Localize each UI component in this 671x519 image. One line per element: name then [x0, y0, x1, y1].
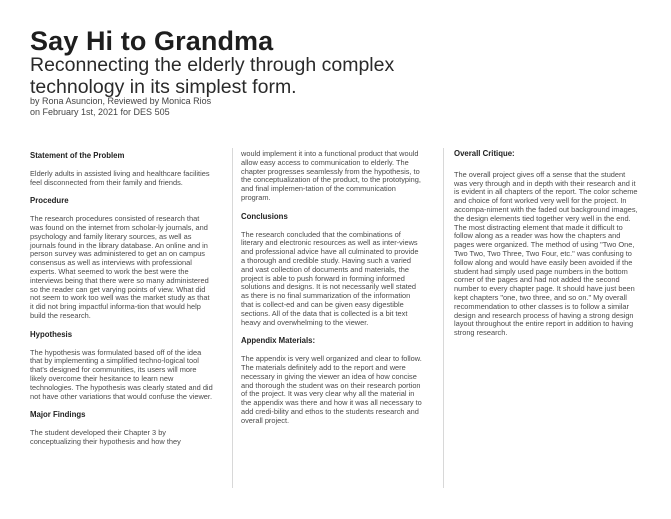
critique-heading: Overall Critique: — [454, 149, 515, 158]
critique-text: The overall project gives off a sense that the student was very through and in depth with their research and it is evident in all chapters of the report. The color scheme and choice of font worked very well for the project. In accompa-niment with the faded out background images, the design elements tied together very well in the end. The most distracting element that made it difficult to follow along as a reader was how the chapters and pages were organized. The method of using "Two One, Two Two, Two Three, Two Four, etc." was confusing to follow along and would have easily been avoided if the student had simply used page numbers in the bottom corner of the pages and had not added the second number to every chapter page. It should have just been kept chapters "one, two three, and so on." My overall recommendation to other classes is to follow a similar design and research process of having a strong design layout throughout the entire report in addition to having strong research. — [454, 169, 638, 338]
hypothesis-text: The hypothesis was formulated based off of the idea that by implementing a simplified techno-logical tool that's designed for communities, its users will more likely overcome their hesitance to learn new technologies. The hypothesis was clearly stated and did not have other variations that would confuse the viewer. — [30, 347, 213, 401]
findings-continued-text: would implement it into a functional product that would allow easy access to communication to elderly. The chapter progresses seamlessly from the hypothesis, to the conceptualization of the product, to the prototyping, and final implemen-tation of the communication program. — [241, 149, 421, 202]
hypothesis-heading: Hypothesis — [30, 329, 73, 339]
column-divider-2 — [443, 148, 444, 488]
page-subtitle — [30, 54, 410, 98]
conclusions-text: The research concluded that the combinations of literary and electronic resources as well as inter-views and professional advice have all culminated to provide a thorough and credible study. Having such a varied and vast collection of documents and materials, the project is able to push forward in forming informed solutions and designs. It is not necessarily well stated as there is no final summarization of the information that is collect-ed and can be given easy digestible sections. All of the data that is collected is a bit text heavy and overwhelming to the viewer. — [241, 229, 419, 327]
column-divider-1 — [232, 148, 233, 488]
appendix-text: The appendix is very well organized and clear to follow. The materials definitely add to the report and were necessary in giving the viewer an idea of how concise and thorough the student was on their research portion of the project. It was very clear why all the material in the appendix was there and how it was all necessary to add credi-bility and ethos to the students research and overall project. — [241, 354, 422, 425]
subtitle-line-1: Reconnecting the elderly through complex — [30, 54, 395, 76]
column-2 — [241, 150, 424, 436]
byline-date: on February 1st, 2021 for DES 505 — [30, 107, 170, 117]
procedure-text: The research procedures consisted of research that was found on the internet from scholar-ly journals, and psychology and family literary sources, as well as journals found in the library database. An online and in person survey was administered to get an on campus consensus as well as interviews with professional experts. What seemed to work the best were the interviews being that there were so many administered so the reader can get varying points of view. What did not seem to work too well was the market study as that it did not bring impactful informa-tion that would help build the research. — [30, 214, 210, 320]
byline-author: by Rona Asuncion, Reviewed by Monica Rios — [30, 96, 212, 106]
page-title: Say Hi to Grandma — [30, 26, 274, 56]
column-1 — [30, 152, 214, 457]
appendix-heading: Appendix Materials: — [241, 336, 316, 346]
column-3 — [454, 150, 640, 348]
subtitle-line-2: technology in its simplest form. — [30, 76, 297, 98]
findings-heading: Major Findings — [30, 410, 86, 420]
conclusions-heading: Conclusions — [241, 211, 288, 221]
procedure-heading: Procedure — [30, 196, 69, 206]
byline — [30, 96, 211, 118]
findings-text: The student developed their Chapter 3 by conceptualizing their hypothesis and how they — [30, 428, 181, 446]
statement-text: Elderly adults in assisted living and healthcare facilities feel disconnected from their family and friends. — [30, 168, 210, 187]
statement-heading: Statement of the Problem — [30, 151, 125, 160]
